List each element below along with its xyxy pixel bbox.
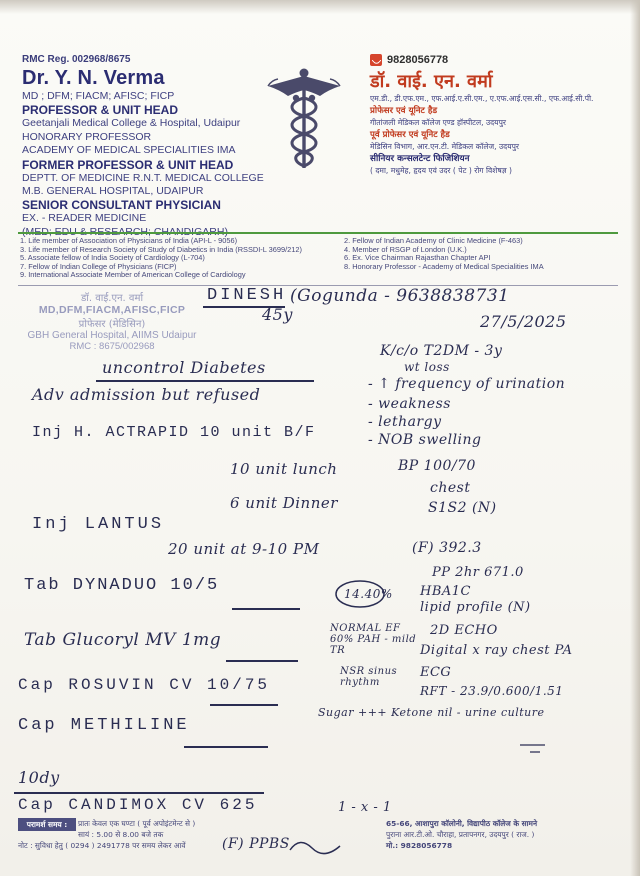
history-line: - NOB swelling: [368, 432, 482, 448]
stamp-line: GBH General Hospital, AIIMS Udaipur: [27, 330, 197, 341]
visit-date: 27/5/2025: [480, 312, 567, 331]
membership-item: 4. Member of RSGP of London (U.K.): [344, 244, 467, 254]
history-line: - ↑ frequency of urination: [368, 376, 566, 392]
rx-rosuvin: Cap ROSUVIN CV 10/75: [18, 676, 271, 694]
test-item: Digital x ray chest PA: [420, 643, 573, 658]
header-phone-number: 9828056778: [387, 54, 449, 66]
stamp-line: डॉ. वाई.एन. वर्मा: [80, 293, 144, 304]
credential-line: Geetanjali Medical College & Hospital, Udaipur: [22, 117, 241, 130]
paper-shadow-top: [0, 0, 640, 14]
membership-item: 7. Fellow of Indian College of Physicians (FICP): [20, 261, 177, 271]
doctor-name-hindi: डॉ. वाई. एन. वर्मा: [370, 71, 493, 92]
credential-line: DEPTT. OF MEDICINE R.N.T. MEDICAL COLLEGE: [22, 171, 264, 184]
chest-exam: chest: [430, 480, 471, 496]
scribble-mark: [520, 745, 545, 752]
rx-lantus-dose: 20 unit at 9-10 PM: [168, 540, 320, 558]
credential-line: ACADEMY OF MEDICAL SPECIALITIES IMA: [22, 144, 236, 157]
fasting-sugar: (F) 392.3: [412, 540, 482, 556]
rx-candimox-dose: 1 - x - 1: [338, 800, 392, 815]
credential-line: HONORARY PROFESSOR: [22, 130, 152, 143]
heart-sounds: S1S2 (N): [428, 500, 497, 516]
membership-item: 3. Life member of Research Society of Study of Diabetics in India (RSSDI-L 3699/212): [20, 244, 302, 254]
diagnosis-underline: [96, 380, 314, 382]
membership-item: 8. Honorary Professor - Academy of Medical Specialities IMA: [344, 261, 544, 271]
dose-line: [226, 660, 298, 662]
header-phone: [370, 54, 610, 66]
doctor-header-hindi: [370, 54, 610, 177]
phone-icon: [370, 54, 382, 66]
pp-sugar: PP 2hr 671.0: [432, 565, 524, 580]
address-line: पुराना आर.टी.ओ. चौराहा, प्रतापनगर, उदयपुर ( राज. ): [386, 830, 535, 839]
appointment-note: नोट : सुविधा हेतु ( 0294 ) 2491778 पर समय लेकर आवें: [18, 841, 186, 850]
dose-line: [210, 704, 278, 706]
address-line: 65-66, आशापुरा कॉलोनी, विद्यापीठ कॉलेज के सामने: [386, 819, 538, 828]
urine-report: Sugar +++ Ketone nil - urine culture: [318, 706, 545, 719]
stamp-line: MD,DFM,FIACM,AFISC,FICP: [38, 304, 186, 316]
rx-glucoryl: Tab Glucoryl MV 1mg: [24, 630, 222, 650]
history-line: wt loss: [404, 360, 450, 374]
doctor-stamp: [22, 290, 202, 352]
diagnosis: uncontrol Diabetes: [102, 358, 266, 377]
doctor-name: Dr. Y. N. Verma: [22, 67, 165, 89]
consult-time-evening: सायं : 5.00 से 8.00 बजे तक: [78, 830, 164, 839]
credential-line: PROFESSOR & UNIT HEAD: [22, 103, 179, 118]
test-item: RFT - 23.9/0.600/1.51: [420, 684, 564, 698]
rx-actrapid-dinner: 6 unit Dinner: [230, 494, 338, 512]
history-line: - lethargy: [368, 414, 442, 430]
duration: 10dy: [18, 768, 60, 787]
hba1c-value: 14.40%: [344, 587, 393, 601]
rx-candimox: Cap CANDIMOX CV 625: [18, 796, 258, 814]
admission-advice: Adv admission but refused: [32, 385, 261, 404]
blood-pressure: BP 100/70: [398, 458, 476, 474]
test-item: lipid profile (N): [420, 600, 531, 615]
ecg-result: NSR sinus rhythm: [340, 666, 398, 688]
rx-lantus: Inj LANTUS: [32, 515, 165, 534]
dose-line: [232, 608, 300, 610]
credential-line: M.B. GENERAL HOSPITAL, UDAIPUR: [22, 185, 204, 198]
membership-item: 6. Ex. Vice Chairman Rajasthan Chapter API: [344, 253, 491, 263]
dose-line: [184, 746, 268, 748]
credential-line: SENIOR CONSULTANT PHYSICIAN: [22, 198, 221, 213]
consult-time-morning: प्रातः केवल एक घण्टा ( पूर्व अपोइंटमेन्ट से ): [78, 819, 196, 828]
clinic-address: [386, 818, 537, 851]
echo-result: NORMAL EF 60% PAH - mild TR: [330, 623, 417, 656]
college-hindi-2: मेडिसिन विभाग, आर.एन.टी. मेडिकल कॉलेज, उदयपुर: [370, 142, 520, 151]
membership-item: 2. Fellow of Indian Academy of Clinic Medicine (F-463): [344, 236, 523, 245]
stamp-line: RMC : 8675/002968: [69, 341, 155, 352]
rx-dynaduo: Tab DYNADUO 10/5: [24, 576, 220, 595]
college-hindi-1: गीतांजली मेडिकल कॉलेज एण्ड हॉस्पीटल, उदयपुर: [370, 118, 506, 127]
memberships-left: [20, 237, 338, 280]
stamp-line: प्रोफेसर (मेडिसिन): [78, 319, 146, 330]
consult-time-label: परामर्श समय :: [18, 818, 76, 831]
credential-line: MD ; DFM; FIACM; AFISC; FICP: [22, 90, 175, 102]
signature-scribble: [290, 842, 340, 853]
header-divider: [18, 232, 618, 234]
registration-number: RMC Reg. 002968/8675: [22, 54, 131, 65]
rx-methiline: Cap METHILINE: [18, 716, 190, 735]
degrees-hindi: एम.डी., डी.एफ.एम., एफ.आई.ए.सी.एम., ए.एफ.आई.एस.सी., एफ.आई.सी.पी.: [370, 94, 594, 103]
rx-actrapid-lunch: 10 unit lunch: [230, 460, 338, 478]
history-line: K/c/o T2DM - 3y: [380, 343, 503, 359]
test-item: 2D ECHO: [430, 623, 498, 638]
title-hindi-3: सीनियर कन्सलटेन्ट फिजिशियन: [370, 154, 470, 164]
duration-line: [14, 792, 264, 794]
patient-age: 45y: [262, 305, 293, 324]
credential-line: FORMER PROFESSOR & UNIT HEAD: [22, 157, 234, 172]
signature-note: (F) PPBS: [222, 836, 290, 852]
test-item: HBA1C: [420, 584, 471, 599]
caduceus-icon: [258, 62, 350, 172]
patient-name: DINESH: [207, 286, 287, 305]
title-hindi-1: प्रोफेसर एवं यूनिट हैड: [370, 106, 438, 116]
history-line: - weakness: [368, 396, 451, 412]
test-item: ECG: [420, 665, 452, 680]
clinic-phone: मो.: 9828056778: [386, 841, 453, 850]
patient-place-phone: (Gogunda - 9638838731: [290, 286, 510, 306]
specialities-hindi: ( दमा, मधुमेह, हृदय एवं उदर ( पेट ) रोग विशेषज्ञ ): [370, 166, 512, 175]
paper-shadow-right: [630, 0, 640, 876]
memberships-right: [344, 237, 634, 271]
title-hindi-2: पूर्व प्रोफेसर एवं यूनिट हैड: [370, 130, 450, 140]
membership-item: 5. Associate fellow of India Society of Cardiology (L-704): [20, 253, 205, 263]
rx-actrapid: Inj H. ACTRAPID 10 unit B/F: [32, 424, 316, 441]
membership-item: 1. Life member of Association of Physicians of India (API-L - 9056): [20, 236, 238, 245]
membership-item: 9. International Associate Member of American College of Cardiology: [20, 270, 246, 280]
credential-line: EX. - READER MEDICINE: [22, 212, 147, 225]
